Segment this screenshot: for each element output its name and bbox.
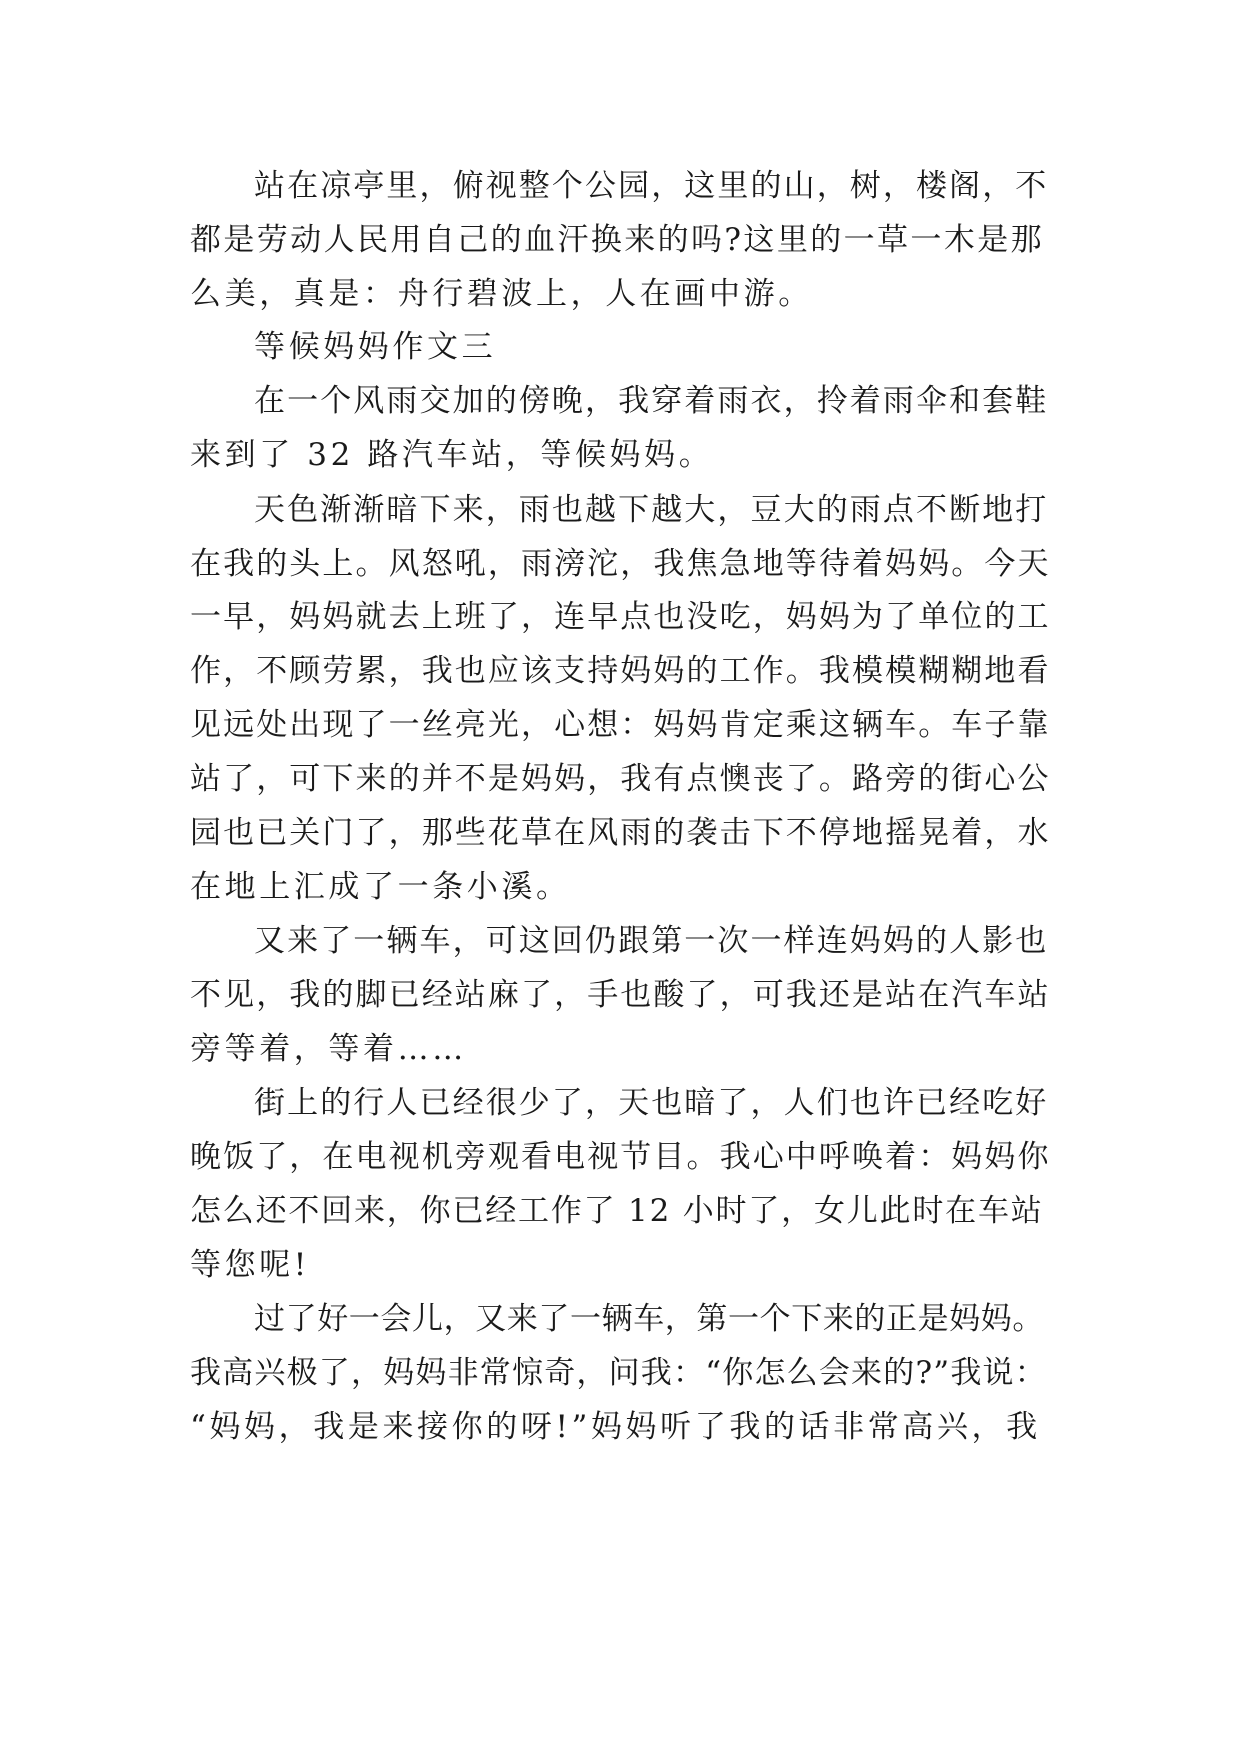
text-line: 在我的头上。风怒吼，雨滂沱，我焦急地等待着妈妈。今天 — [190, 546, 1051, 582]
text-line: 天色渐渐暗下来，雨也越下越大，豆大的雨点不断地打 — [254, 492, 1049, 528]
text-line: 来到了 32 路汽车站，等候妈妈。 — [190, 437, 714, 473]
text-line: 怎么还不回来，你已经工作了 12 小时了，女儿此时在车站 — [190, 1193, 1044, 1229]
text-line: 又来了一辆车，可这回仍跟第一次一样连妈妈的人影也 — [254, 923, 1049, 959]
text-line: 我高兴极了，妈妈非常惊奇，问我：“你怎么会来的?”我说： — [190, 1355, 1047, 1391]
text-line: 过了好一会儿，又来了一辆车，第一个下来的正是妈妈。 — [254, 1301, 1044, 1337]
text-line: “妈妈，我是来接你的呀!”妈妈听了我的话非常高兴，我 — [190, 1409, 1041, 1445]
text-line: 作，不顾劳累，我也应该支持妈妈的工作。我模模糊糊地看 — [190, 653, 1051, 689]
text-line: 在地上汇成了一条小溪。 — [190, 869, 571, 905]
text-line: 不见，我的脚已经站麻了，手也酸了，可我还是站在汽车站 — [190, 977, 1051, 1013]
text-line: 街上的行人已经很少了，天也暗了，人们也许已经吃好 — [254, 1085, 1049, 1121]
text-line: 旁等着，等着…… — [190, 1031, 467, 1067]
text-line: 等您呢! — [190, 1247, 310, 1283]
text-line: 都是劳动人民用自己的血汗换来的吗?这里的一草一木是那 — [190, 222, 1045, 258]
section-heading: 等候妈妈作文三 — [254, 329, 497, 365]
text-line: 见远处出现了一丝亮光，心想：妈妈肯定乘这辆车。车子靠 — [190, 707, 1051, 743]
text-line: 站在凉亭里，俯视整个公园，这里的山，树，楼阁，不 — [254, 168, 1049, 204]
text-line: 晚饭了，在电视机旁观看电视节目。我心中呼唤着：妈妈你 — [190, 1139, 1051, 1175]
text-line: 么美，真是：舟行碧波上，人在画中游。 — [190, 276, 813, 312]
text-line: 一早，妈妈就去上班了，连早点也没吃，妈妈为了单位的工 — [190, 599, 1051, 635]
text-line: 在一个风雨交加的傍晚，我穿着雨衣，拎着雨伞和套鞋 — [254, 383, 1049, 419]
text-line: 园也已关门了，那些花草在风雨的袭击下不停地摇晃着，水 — [190, 815, 1051, 851]
text-line: 站了，可下来的并不是妈妈，我有点懊丧了。路旁的街心公 — [190, 761, 1051, 797]
